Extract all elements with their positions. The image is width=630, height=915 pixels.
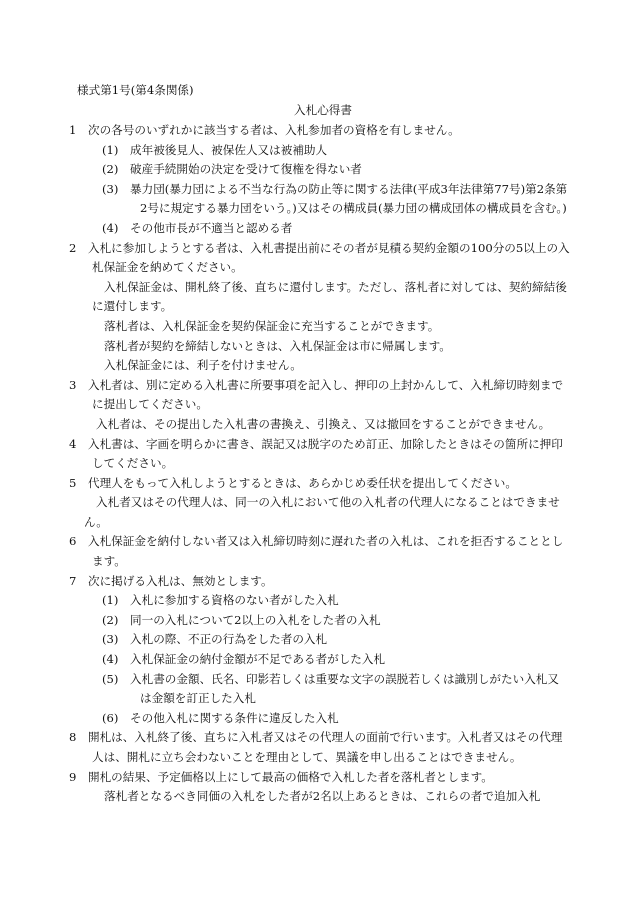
- sub-item: (4) 入札保証金の納付金額が不足である者がした入札: [102, 652, 386, 667]
- clause-item: 9 開札の結果、予定価格以上にして最高の価格で入札した者を落札者とします。: [69, 769, 493, 784]
- clause-item: 7 次に掲げる入札は、無効とします。: [69, 573, 273, 588]
- sub-item: (2) 破産手続開始の決定を受けて復権を得ない者: [102, 162, 362, 177]
- clause-paragraph: 入札保証金には、利子を付けません。: [104, 358, 302, 373]
- clause-paragraph: 落札者となるべき同価の入札をした者が2名以上あるときは、これらの者で追加入札: [104, 789, 541, 804]
- clause-paragraph: 入札者又はその代理人は、同一の入札において他の入札者の代理人になることはできません。: [84, 495, 560, 529]
- clause-paragraph: 落札者が契約を締結しないときは、入札保証金は市に帰属します。: [104, 338, 451, 353]
- clause-item: 1 次の各号のいずれかに該当する者は、入札参加者の資格を有しません。: [69, 123, 460, 137]
- clause-item: 8 開札は、入札終了後、直ちに入札者又はその代理人の面前で行います。入札者又はその代理人は、開札に立ち会わないことを理由として、異議を申し出ることはできません。: [69, 730, 563, 764]
- form-label: 様式第1号(第4条関係): [77, 83, 194, 97]
- sub-item: (1) 成年被後見人、被保佐人又は被補助人: [102, 142, 328, 157]
- document-body: [64, 121, 570, 807]
- document-title: 入札心得書: [294, 103, 352, 117]
- clause-paragraph: 落札者は、入札保証金を契約保証金に充当することができます。: [104, 318, 440, 333]
- sub-item: (3) 入札の際、不正の行為をした者の入札: [102, 632, 328, 647]
- sub-item: (5) 入札書の金額、氏名、印影若しくは重要な文字の誤脱若しくは識別しがたい入札又は金額を訂正した入札: [102, 671, 559, 706]
- clause-paragraph: 入札保証金は、開札終了後、直ちに還付します。ただし、落札者に対しては、契約締結後に還付します。: [92, 279, 567, 314]
- sub-item: (2) 同一の入札について2以上の入札をした者の入札: [102, 612, 381, 627]
- clause-item: 4 入札書は、字画を明らかに書き、誤記又は脱字のため訂正、加除したときはその箇所に押印してください。: [69, 436, 563, 471]
- sub-item: (3) 暴力団(暴力団による不当な行為の防止等に関する法律(平成3年法律第77号)第2条第2号に規定する暴力団をいう。)又はその構成員(暴力団の構成団体の構成員を含む。): [102, 181, 568, 216]
- clause-item: 3 入札者は、別に定める入札書に所要事項を記入し、押印の上封かんして、入札締切時刻までに提出してください。: [69, 377, 564, 412]
- sub-item: (6) その他入札に関する条件に違反した入札: [102, 710, 339, 725]
- sub-item: (4) その他市長が不適当と認める者: [102, 220, 293, 235]
- clause-item: 5 代理人をもって入札しようとするときは、あらかじめ委任状を提出してください。: [69, 475, 517, 490]
- clause-item: 6 入札保証金を納付しない者又は入札締切時刻に遅れた者の入札は、これを拒否することとします。: [69, 534, 564, 569]
- sub-item: (1) 入札に参加する資格のない者がした入札: [102, 593, 339, 608]
- clause-paragraph: 入札者は、その提出した入札書の書換え、引換え、又は撤回をすることができません。: [96, 416, 551, 431]
- clause-item: 2 入札に参加しようとする者は、入札書提出前にその者が見積る契約金額の100分の5以上の入札保証金を納めてください。: [69, 240, 570, 275]
